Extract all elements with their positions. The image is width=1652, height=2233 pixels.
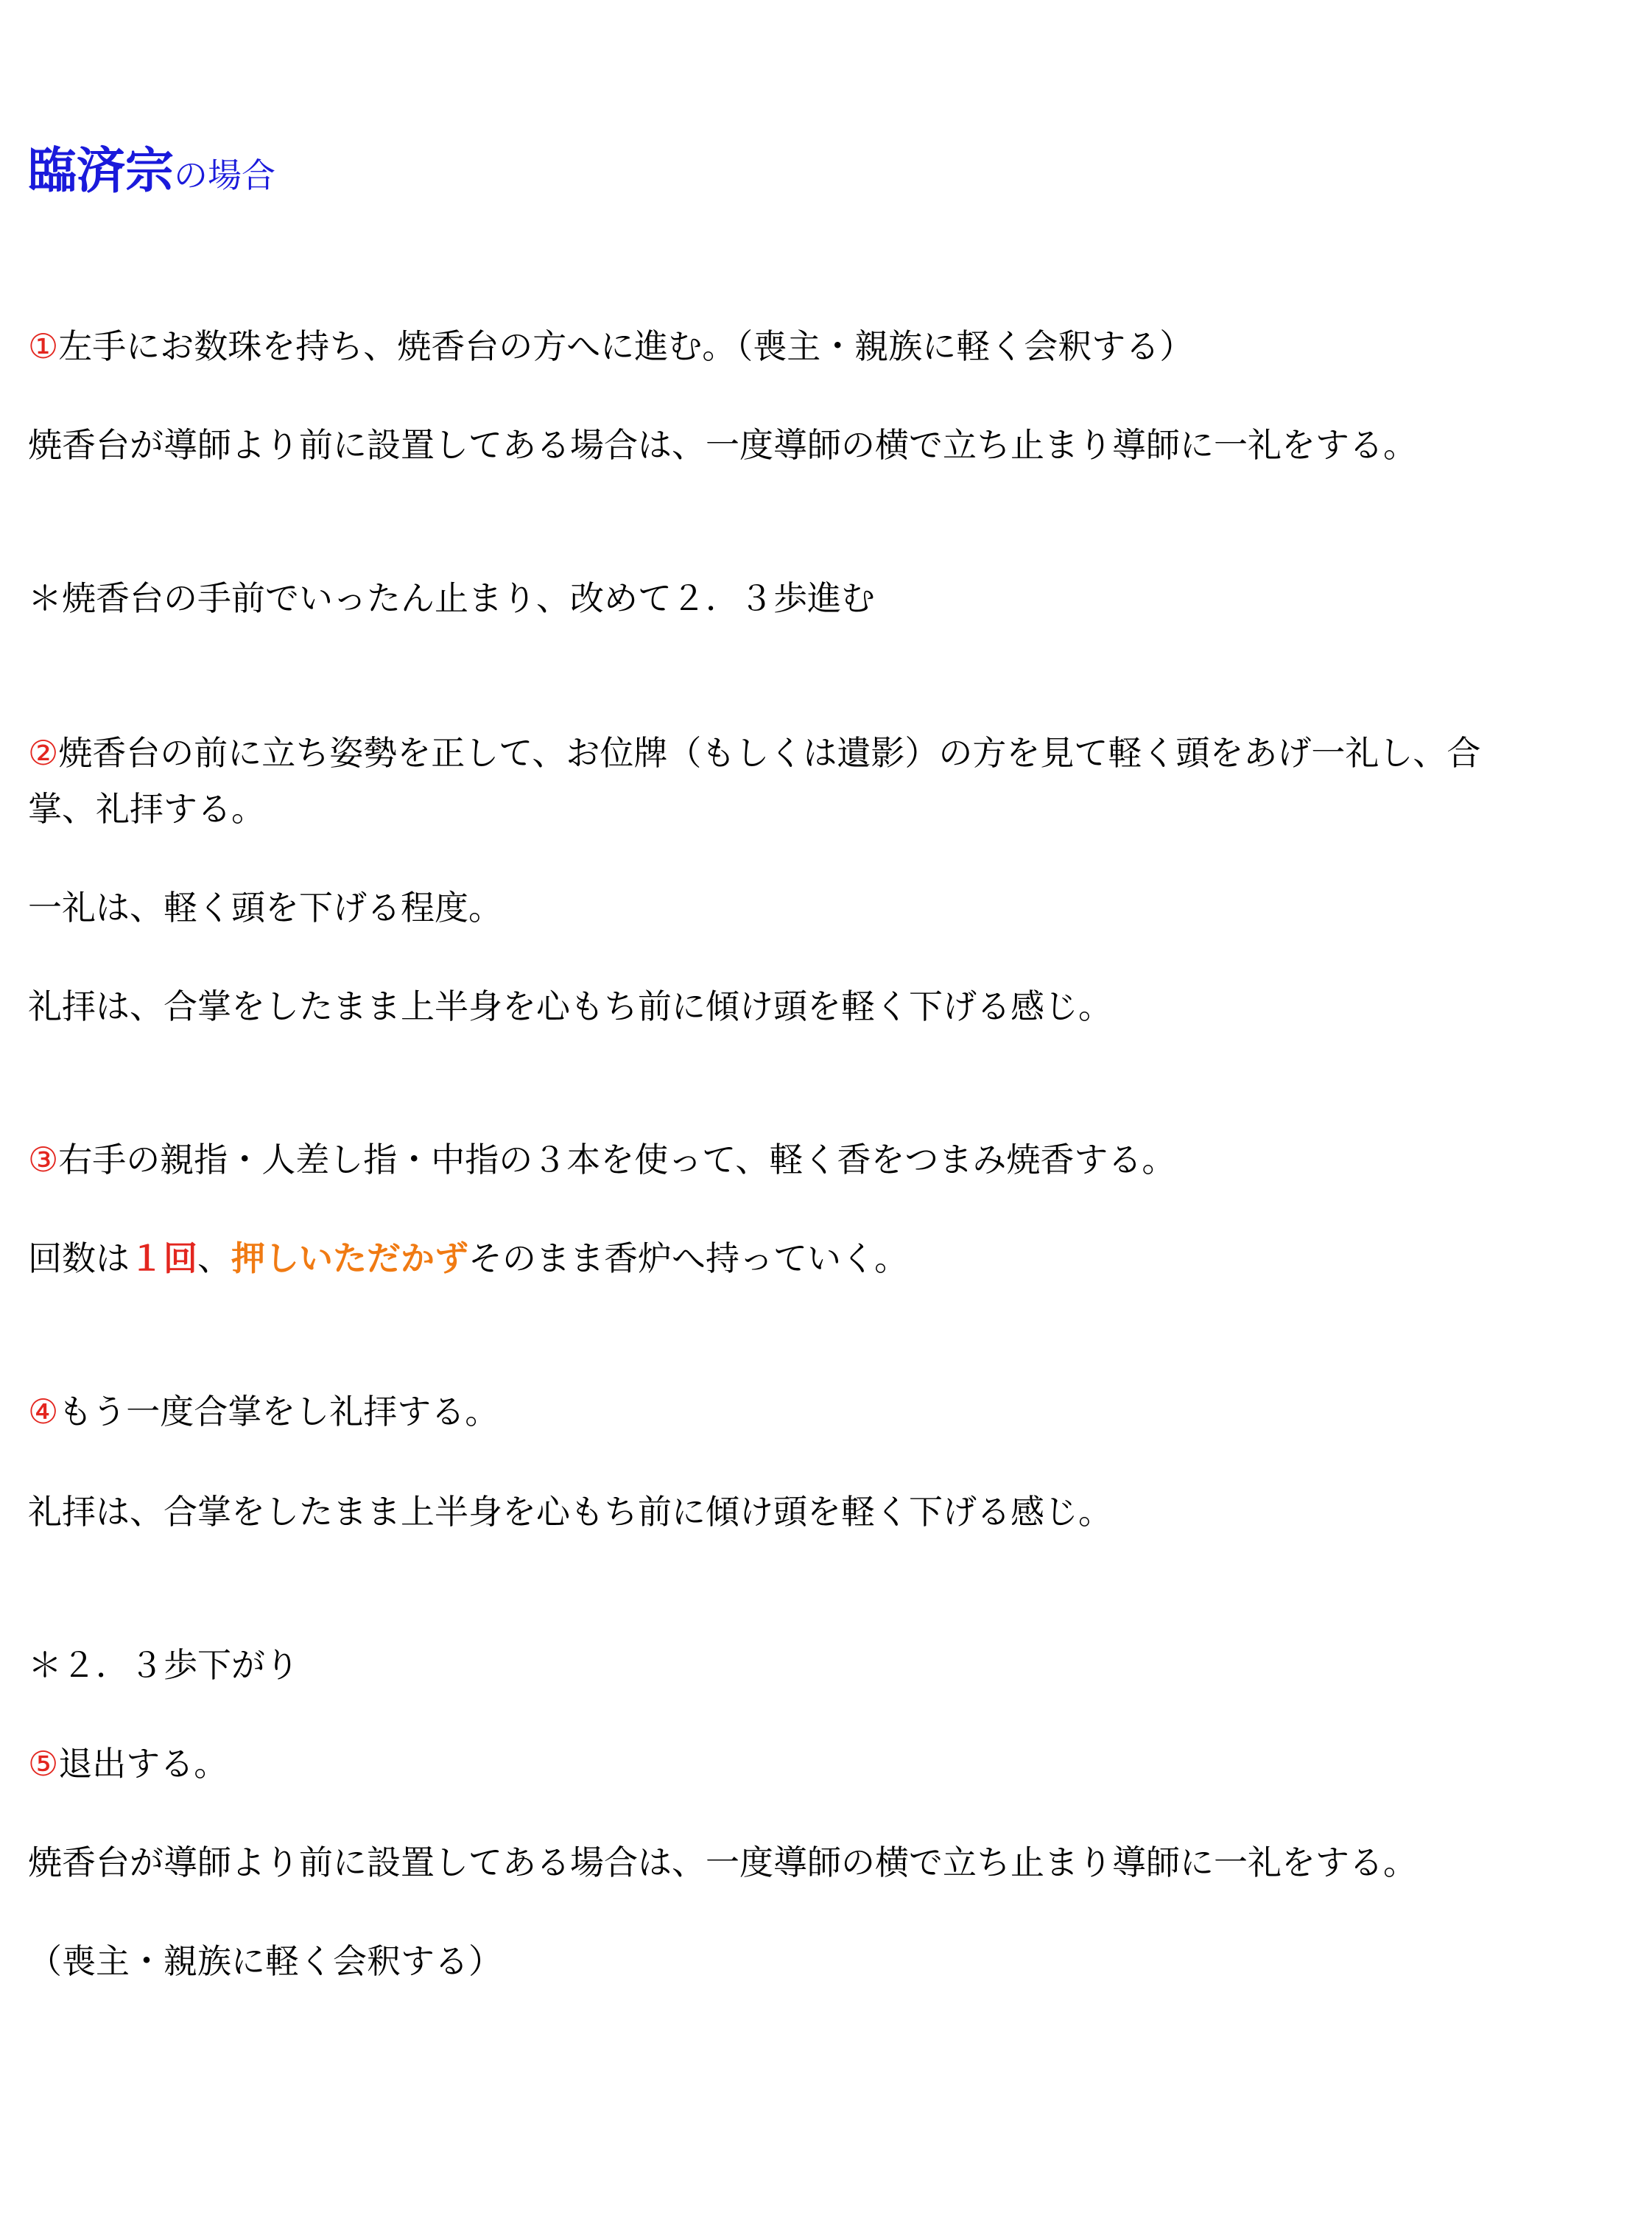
step-2-number: ② bbox=[28, 733, 59, 773]
step-2-text-line1: 焼香台の前に立ち姿勢を正して、お位牌（もしくは遺影）の方を見て軽く頭をあげ一礼し、合 bbox=[58, 733, 1481, 773]
step-2-text-line2: 掌、礼拝する。 bbox=[28, 789, 265, 829]
step-1-text: 左手にお数珠を持ち、焼香台の方へに進む。（喪主・親族に軽く会釈する） bbox=[58, 326, 1194, 366]
step-2-note-1: 一礼は、軽く頭を下げる程度。 bbox=[28, 888, 502, 928]
aside-2: ＊２．３歩下がり bbox=[28, 1645, 299, 1685]
step-4-text: もう一度合掌をし礼拝する。 bbox=[58, 1392, 499, 1431]
page-title bbox=[28, 140, 275, 214]
step-3-count-suffix: そのまま香炉へ持っていく。 bbox=[468, 1238, 909, 1278]
step-1-note: 焼香台が導師より前に設置してある場合は、一度導師の横で立ち止まり導師に一礼をする。 bbox=[28, 425, 1417, 465]
step-3-number: ③ bbox=[28, 1140, 59, 1179]
step-3 bbox=[28, 1137, 1175, 1182]
step-2 bbox=[28, 731, 1480, 775]
step-5-text: 退出する。 bbox=[58, 1744, 228, 1784]
step-5-note-2: （喪主・親族に軽く会釈する） bbox=[28, 1941, 502, 1981]
step-5-note-1: 焼香台が導師より前に設置してある場合は、一度導師の横で立ち止まり導師に一礼をする。 bbox=[28, 1843, 1417, 1882]
title-main: 臨済宗 bbox=[28, 142, 174, 199]
step-3-count-value: １回 bbox=[130, 1238, 197, 1278]
step-3-count-sep: 、 bbox=[197, 1238, 231, 1278]
step-3-count-highlight: 押しいただかず bbox=[231, 1238, 468, 1278]
step-2-note-2: 礼拝は、合掌をしたまま上半身を心もち前に傾け頭を軽く下げる感じ。 bbox=[28, 986, 1112, 1026]
step-4-number: ④ bbox=[28, 1392, 59, 1431]
step-1-number: ① bbox=[28, 326, 59, 366]
step-1 bbox=[28, 324, 1193, 368]
step-4 bbox=[28, 1389, 499, 1434]
step-3-text: 右手の親指・人差し指・中指の３本を使って、軽く香をつまみ焼香する。 bbox=[58, 1140, 1176, 1179]
step-4-note: 礼拝は、合掌をしたまま上半身を心もち前に傾け頭を軽く下げる感じ。 bbox=[28, 1492, 1112, 1532]
step-3-count bbox=[28, 1236, 908, 1280]
step-5-number: ⑤ bbox=[28, 1744, 59, 1784]
step-3-count-prefix: 回数は bbox=[28, 1238, 130, 1278]
aside-1: ＊焼香台の手前でいったん止まり、改めて２．３歩進む bbox=[28, 578, 875, 618]
step-5 bbox=[28, 1742, 228, 1786]
title-suffix: の場合 bbox=[174, 155, 275, 195]
